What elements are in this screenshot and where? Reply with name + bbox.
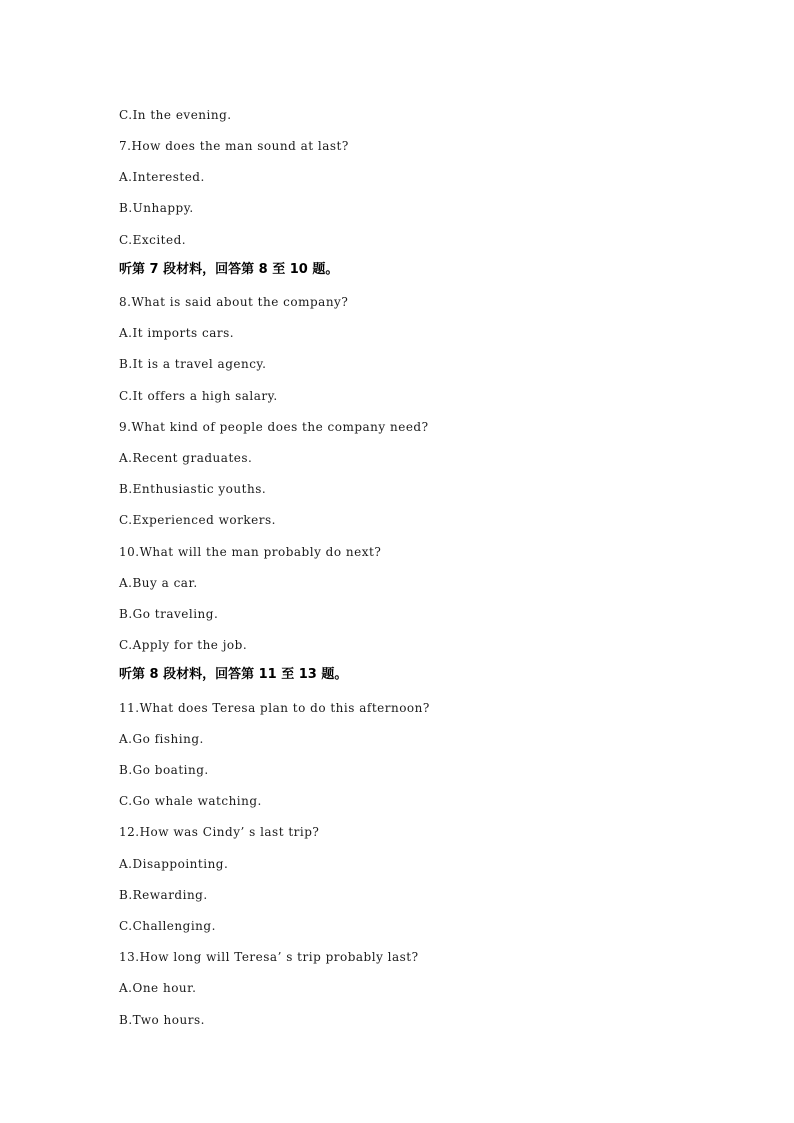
option-8b: B.It is a travel agency.	[119, 357, 267, 371]
option-10b: B.Go traveling.	[119, 607, 219, 621]
option-11a: A.Go fishing.	[119, 732, 204, 746]
question-13: 13.How long will Teresa’ s trip probably last?	[119, 950, 419, 964]
question-11: 11.What does Teresa plan to do this afternoon?	[119, 701, 430, 715]
option-13a: A.One hour.	[119, 981, 197, 995]
option-10c: C.Apply for the job.	[119, 638, 248, 652]
section-heading-7: 听第 7 段材料，回答第 8 至 10 题。	[119, 262, 339, 277]
option-9c: C.Experienced workers.	[119, 513, 276, 527]
question-10: 10.What will the man probably do next?	[119, 545, 382, 559]
question-12: 12.How was Cindy’ s last trip?	[119, 825, 320, 839]
question-8: 8.What is said about the company?	[119, 295, 349, 309]
option-6c: C.In the evening.	[119, 108, 232, 122]
option-12b: B.Rewarding.	[119, 888, 208, 902]
question-9: 9.What kind of people does the company need?	[119, 420, 429, 434]
option-7c: C.Excited.	[119, 233, 187, 247]
option-12a: A.Disappointing.	[119, 857, 229, 871]
option-8a: A.It imports cars.	[119, 326, 235, 340]
option-9a: A.Recent graduates.	[119, 451, 253, 465]
option-11b: B.Go boating.	[119, 763, 209, 777]
option-11c: C.Go whale watching.	[119, 794, 262, 808]
option-10a: A.Buy a car.	[119, 576, 198, 590]
option-7a: A.Interested.	[119, 170, 205, 184]
option-9b: B.Enthusiastic youths.	[119, 482, 267, 496]
option-13b: B.Two hours.	[119, 1013, 205, 1027]
option-8c: C.It offers a high salary.	[119, 389, 278, 403]
section-heading-8: 听第 8 段材料，回答第 11 至 13 题。	[119, 667, 348, 682]
question-7: 7.How does the man sound at last?	[119, 139, 349, 153]
option-12c: C.Challenging.	[119, 919, 216, 933]
option-7b: B.Unhappy.	[119, 201, 194, 215]
